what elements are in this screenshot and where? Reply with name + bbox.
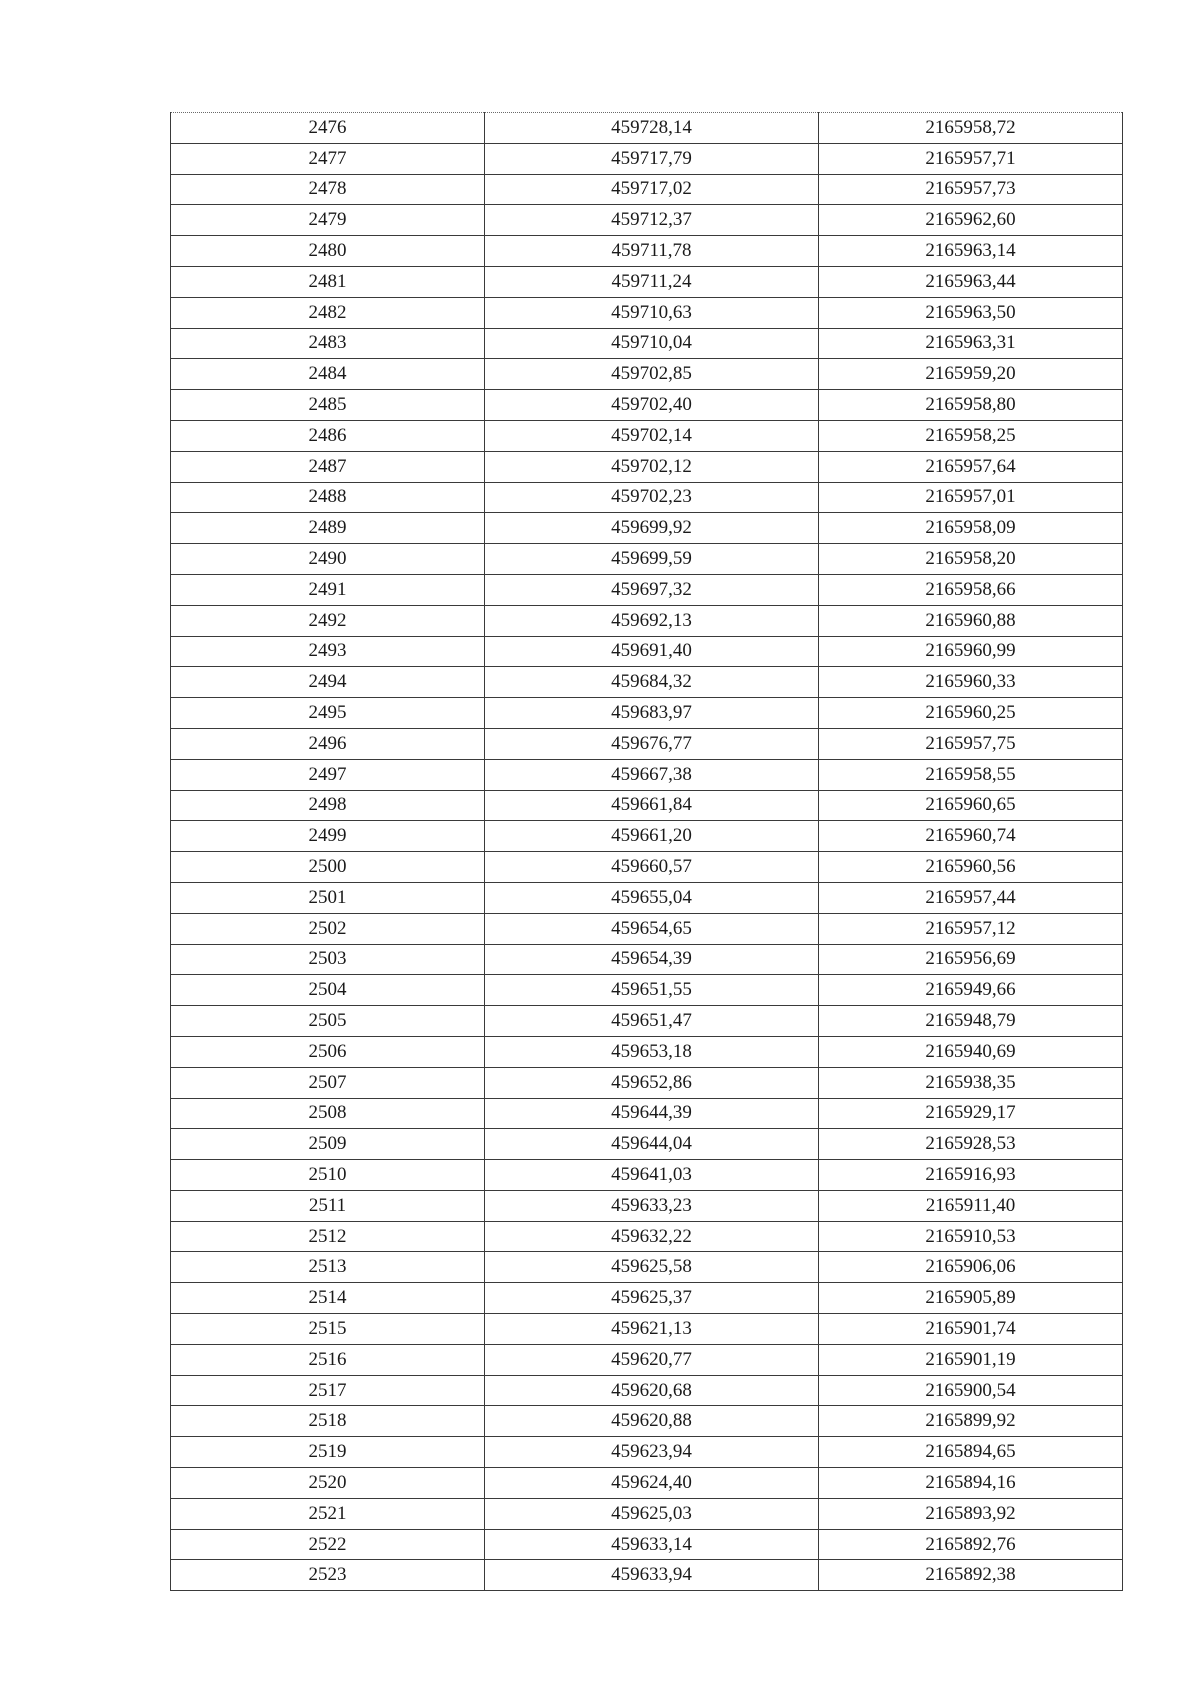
coordinates-table (170, 112, 1123, 1591)
point-number-cell: 2507 (171, 1067, 485, 1098)
x-coordinate-cell: 459623,94 (485, 1437, 819, 1468)
table-row (171, 1468, 1123, 1499)
x-coordinate-cell: 459676,77 (485, 728, 819, 759)
table-row (171, 359, 1123, 390)
point-number-cell: 2510 (171, 1160, 485, 1191)
table-row (171, 205, 1123, 236)
point-number-cell: 2502 (171, 913, 485, 944)
y-coordinate-cell: 2165929,17 (819, 1098, 1123, 1129)
table-row (171, 1252, 1123, 1283)
x-coordinate-cell: 459702,23 (485, 482, 819, 513)
x-coordinate-cell: 459633,94 (485, 1560, 819, 1591)
y-coordinate-cell: 2165911,40 (819, 1190, 1123, 1221)
x-coordinate-cell: 459711,78 (485, 236, 819, 267)
point-number-cell: 2490 (171, 544, 485, 575)
y-coordinate-cell: 2165963,14 (819, 236, 1123, 267)
x-coordinate-cell: 459633,14 (485, 1529, 819, 1560)
x-coordinate-cell: 459697,32 (485, 574, 819, 605)
x-coordinate-cell: 459620,88 (485, 1406, 819, 1437)
point-number-cell: 2501 (171, 882, 485, 913)
table-row (171, 513, 1123, 544)
table-row (171, 451, 1123, 482)
point-number-cell: 2514 (171, 1283, 485, 1314)
x-coordinate-cell: 459620,77 (485, 1344, 819, 1375)
table-row (171, 852, 1123, 883)
y-coordinate-cell: 2165901,19 (819, 1344, 1123, 1375)
point-number-cell: 2521 (171, 1498, 485, 1529)
y-coordinate-cell: 2165960,74 (819, 821, 1123, 852)
y-coordinate-cell: 2165894,16 (819, 1468, 1123, 1499)
y-coordinate-cell: 2165892,76 (819, 1529, 1123, 1560)
y-coordinate-cell: 2165963,44 (819, 266, 1123, 297)
x-coordinate-cell: 459620,68 (485, 1375, 819, 1406)
y-coordinate-cell: 2165949,66 (819, 975, 1123, 1006)
point-number-cell: 2496 (171, 728, 485, 759)
x-coordinate-cell: 459654,65 (485, 913, 819, 944)
table-row (171, 1129, 1123, 1160)
point-number-cell: 2520 (171, 1468, 485, 1499)
y-coordinate-cell: 2165959,20 (819, 359, 1123, 390)
x-coordinate-cell: 459712,37 (485, 205, 819, 236)
table-row (171, 975, 1123, 1006)
table-row (171, 1498, 1123, 1529)
table-body (171, 113, 1123, 1591)
point-number-cell: 2484 (171, 359, 485, 390)
y-coordinate-cell: 2165892,38 (819, 1560, 1123, 1591)
x-coordinate-cell: 459702,12 (485, 451, 819, 482)
point-number-cell: 2481 (171, 266, 485, 297)
point-number-cell: 2492 (171, 605, 485, 636)
table-row (171, 143, 1123, 174)
x-coordinate-cell: 459644,39 (485, 1098, 819, 1129)
x-coordinate-cell: 459660,57 (485, 852, 819, 883)
y-coordinate-cell: 2165916,93 (819, 1160, 1123, 1191)
point-number-cell: 2480 (171, 236, 485, 267)
table-row (171, 790, 1123, 821)
table-row (171, 113, 1123, 144)
table-row (171, 420, 1123, 451)
x-coordinate-cell: 459667,38 (485, 759, 819, 790)
point-number-cell: 2477 (171, 143, 485, 174)
x-coordinate-cell: 459684,32 (485, 667, 819, 698)
y-coordinate-cell: 2165960,99 (819, 636, 1123, 667)
x-coordinate-cell: 459699,92 (485, 513, 819, 544)
table-row (171, 1560, 1123, 1591)
x-coordinate-cell: 459655,04 (485, 882, 819, 913)
y-coordinate-cell: 2165901,74 (819, 1314, 1123, 1345)
point-number-cell: 2513 (171, 1252, 485, 1283)
y-coordinate-cell: 2165948,79 (819, 1006, 1123, 1037)
table-row (171, 544, 1123, 575)
point-number-cell: 2515 (171, 1314, 485, 1345)
point-number-cell: 2505 (171, 1006, 485, 1037)
point-number-cell: 2503 (171, 944, 485, 975)
y-coordinate-cell: 2165958,66 (819, 574, 1123, 605)
point-number-cell: 2516 (171, 1344, 485, 1375)
x-coordinate-cell: 459702,85 (485, 359, 819, 390)
table-row (171, 574, 1123, 605)
y-coordinate-cell: 2165957,71 (819, 143, 1123, 174)
y-coordinate-cell: 2165910,53 (819, 1221, 1123, 1252)
x-coordinate-cell: 459711,24 (485, 266, 819, 297)
table-row (171, 1190, 1123, 1221)
point-number-cell: 2486 (171, 420, 485, 451)
point-number-cell: 2493 (171, 636, 485, 667)
table-row (171, 174, 1123, 205)
table-row (171, 1098, 1123, 1129)
x-coordinate-cell: 459641,03 (485, 1160, 819, 1191)
table-row (171, 390, 1123, 421)
x-coordinate-cell: 459625,03 (485, 1498, 819, 1529)
point-number-cell: 2499 (171, 821, 485, 852)
y-coordinate-cell: 2165957,73 (819, 174, 1123, 205)
x-coordinate-cell: 459661,20 (485, 821, 819, 852)
table-row (171, 882, 1123, 913)
x-coordinate-cell: 459653,18 (485, 1036, 819, 1067)
point-number-cell: 2511 (171, 1190, 485, 1221)
x-coordinate-cell: 459692,13 (485, 605, 819, 636)
table-row (171, 636, 1123, 667)
y-coordinate-cell: 2165957,01 (819, 482, 1123, 513)
point-number-cell: 2523 (171, 1560, 485, 1591)
table-row (171, 1160, 1123, 1191)
x-coordinate-cell: 459652,86 (485, 1067, 819, 1098)
x-coordinate-cell: 459710,63 (485, 297, 819, 328)
point-number-cell: 2476 (171, 113, 485, 144)
y-coordinate-cell: 2165958,80 (819, 390, 1123, 421)
x-coordinate-cell: 459651,55 (485, 975, 819, 1006)
x-coordinate-cell: 459699,59 (485, 544, 819, 575)
x-coordinate-cell: 459702,14 (485, 420, 819, 451)
y-coordinate-cell: 2165960,25 (819, 698, 1123, 729)
point-number-cell: 2497 (171, 759, 485, 790)
table-row (171, 667, 1123, 698)
y-coordinate-cell: 2165957,75 (819, 728, 1123, 759)
point-number-cell: 2483 (171, 328, 485, 359)
y-coordinate-cell: 2165963,50 (819, 297, 1123, 328)
table-row (171, 1067, 1123, 1098)
y-coordinate-cell: 2165960,65 (819, 790, 1123, 821)
x-coordinate-cell: 459633,23 (485, 1190, 819, 1221)
table-row (171, 1344, 1123, 1375)
y-coordinate-cell: 2165900,54 (819, 1375, 1123, 1406)
y-coordinate-cell: 2165957,44 (819, 882, 1123, 913)
point-number-cell: 2495 (171, 698, 485, 729)
table-row (171, 297, 1123, 328)
table-row (171, 759, 1123, 790)
table-row (171, 1314, 1123, 1345)
table-row (171, 1375, 1123, 1406)
point-number-cell: 2517 (171, 1375, 485, 1406)
x-coordinate-cell: 459661,84 (485, 790, 819, 821)
y-coordinate-cell: 2165957,64 (819, 451, 1123, 482)
point-number-cell: 2508 (171, 1098, 485, 1129)
x-coordinate-cell: 459702,40 (485, 390, 819, 421)
point-number-cell: 2479 (171, 205, 485, 236)
y-coordinate-cell: 2165940,69 (819, 1036, 1123, 1067)
table-row (171, 1221, 1123, 1252)
x-coordinate-cell: 459717,79 (485, 143, 819, 174)
x-coordinate-cell: 459717,02 (485, 174, 819, 205)
y-coordinate-cell: 2165960,56 (819, 852, 1123, 883)
y-coordinate-cell: 2165958,20 (819, 544, 1123, 575)
y-coordinate-cell: 2165956,69 (819, 944, 1123, 975)
x-coordinate-cell: 459625,58 (485, 1252, 819, 1283)
y-coordinate-cell: 2165958,25 (819, 420, 1123, 451)
point-number-cell: 2482 (171, 297, 485, 328)
y-coordinate-cell: 2165928,53 (819, 1129, 1123, 1160)
y-coordinate-cell: 2165906,06 (819, 1252, 1123, 1283)
table-row (171, 698, 1123, 729)
table-row (171, 1529, 1123, 1560)
y-coordinate-cell: 2165958,09 (819, 513, 1123, 544)
x-coordinate-cell: 459710,04 (485, 328, 819, 359)
table-row (171, 728, 1123, 759)
point-number-cell: 2500 (171, 852, 485, 883)
y-coordinate-cell: 2165960,33 (819, 667, 1123, 698)
point-number-cell: 2491 (171, 574, 485, 605)
y-coordinate-cell: 2165893,92 (819, 1498, 1123, 1529)
table-row (171, 328, 1123, 359)
point-number-cell: 2504 (171, 975, 485, 1006)
table-row (171, 266, 1123, 297)
x-coordinate-cell: 459691,40 (485, 636, 819, 667)
x-coordinate-cell: 459621,13 (485, 1314, 819, 1345)
point-number-cell: 2485 (171, 390, 485, 421)
point-number-cell: 2498 (171, 790, 485, 821)
table-row (171, 605, 1123, 636)
point-number-cell: 2519 (171, 1437, 485, 1468)
x-coordinate-cell: 459644,04 (485, 1129, 819, 1160)
point-number-cell: 2522 (171, 1529, 485, 1560)
y-coordinate-cell: 2165958,55 (819, 759, 1123, 790)
y-coordinate-cell: 2165894,65 (819, 1437, 1123, 1468)
x-coordinate-cell: 459728,14 (485, 113, 819, 144)
y-coordinate-cell: 2165938,35 (819, 1067, 1123, 1098)
point-number-cell: 2509 (171, 1129, 485, 1160)
table-row (171, 1283, 1123, 1314)
point-number-cell: 2512 (171, 1221, 485, 1252)
x-coordinate-cell: 459624,40 (485, 1468, 819, 1499)
y-coordinate-cell: 2165957,12 (819, 913, 1123, 944)
x-coordinate-cell: 459654,39 (485, 944, 819, 975)
point-number-cell: 2478 (171, 174, 485, 205)
y-coordinate-cell: 2165960,88 (819, 605, 1123, 636)
x-coordinate-cell: 459651,47 (485, 1006, 819, 1037)
table-row (171, 1036, 1123, 1067)
point-number-cell: 2506 (171, 1036, 485, 1067)
table-row (171, 913, 1123, 944)
point-number-cell: 2488 (171, 482, 485, 513)
point-number-cell: 2494 (171, 667, 485, 698)
y-coordinate-cell: 2165963,31 (819, 328, 1123, 359)
x-coordinate-cell: 459625,37 (485, 1283, 819, 1314)
table-row (171, 944, 1123, 975)
y-coordinate-cell: 2165905,89 (819, 1283, 1123, 1314)
x-coordinate-cell: 459632,22 (485, 1221, 819, 1252)
y-coordinate-cell: 2165958,72 (819, 113, 1123, 144)
point-number-cell: 2518 (171, 1406, 485, 1437)
table-row (171, 821, 1123, 852)
point-number-cell: 2489 (171, 513, 485, 544)
table-row (171, 482, 1123, 513)
y-coordinate-cell: 2165899,92 (819, 1406, 1123, 1437)
y-coordinate-cell: 2165962,60 (819, 205, 1123, 236)
table-row (171, 1006, 1123, 1037)
table-row (171, 1406, 1123, 1437)
point-number-cell: 2487 (171, 451, 485, 482)
table-row (171, 236, 1123, 267)
table-row (171, 1437, 1123, 1468)
x-coordinate-cell: 459683,97 (485, 698, 819, 729)
